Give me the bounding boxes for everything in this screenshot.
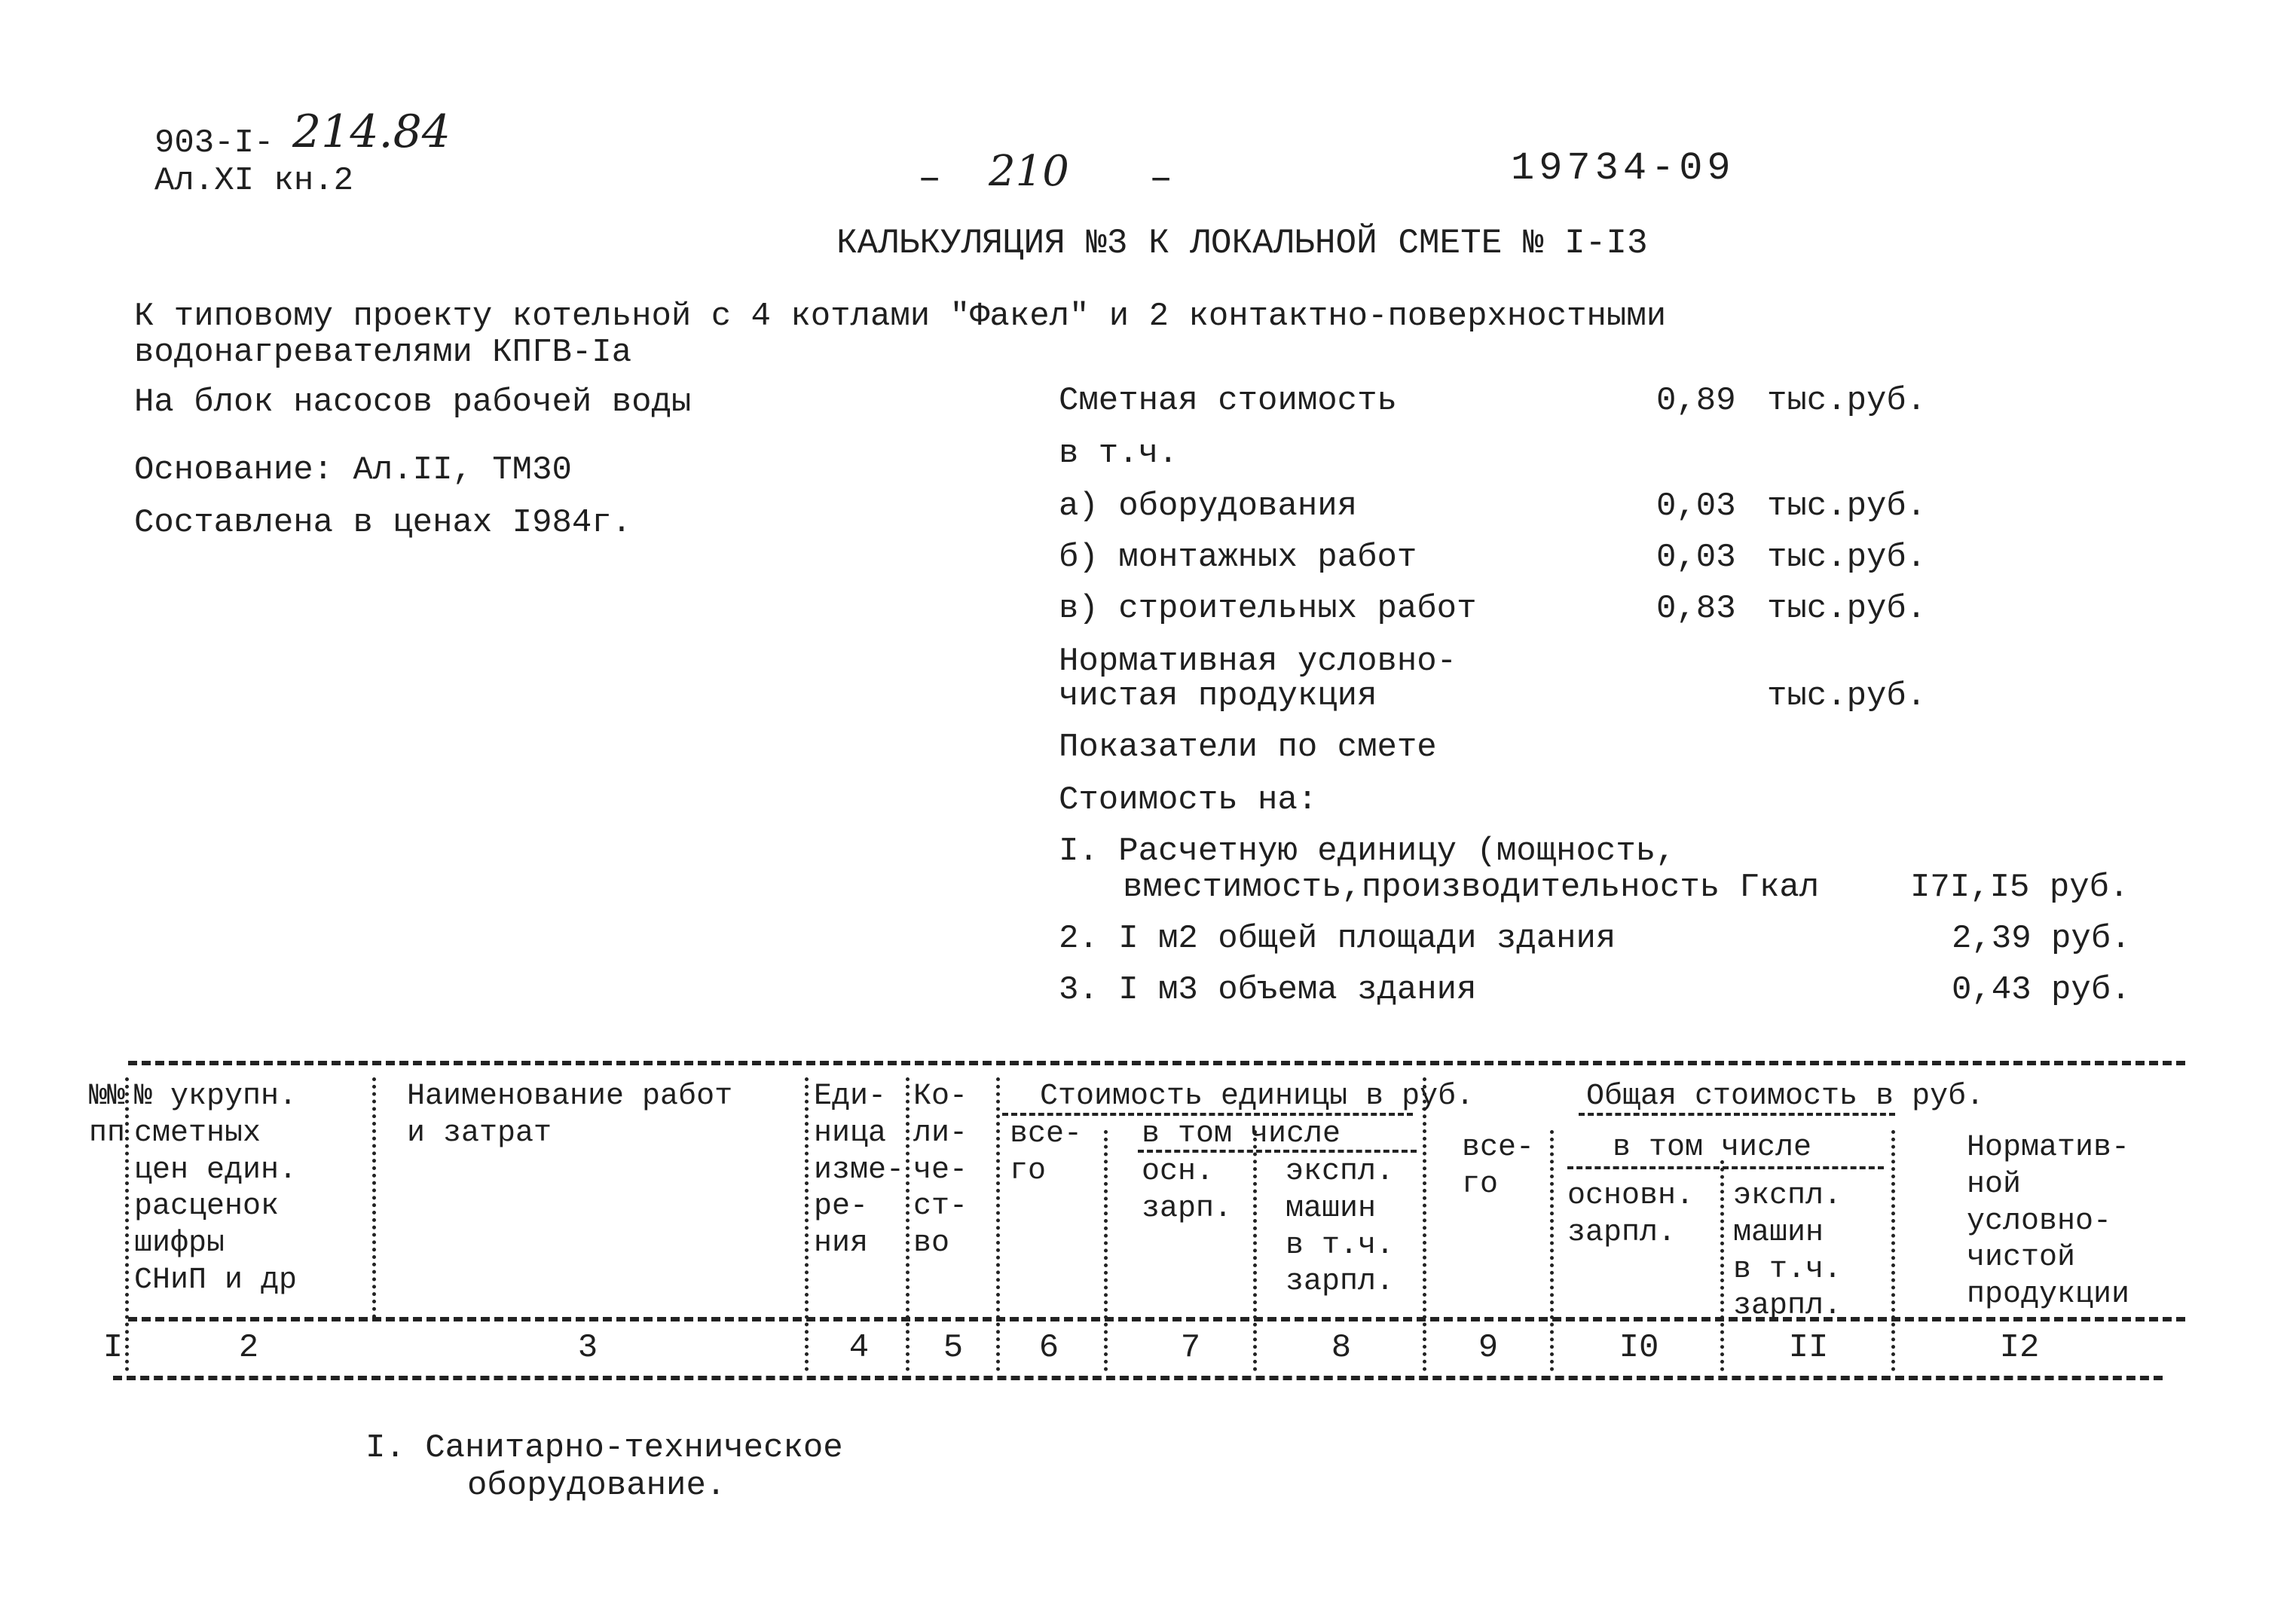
construction-unit: тыс.руб. [1767,590,1927,628]
page-number: 210 [989,147,1069,196]
col-sep-6 [1104,1130,1108,1371]
col-sep-7 [1253,1130,1257,1371]
col-sep-1 [125,1077,129,1371]
col-header-9: все- го [1462,1131,1535,1202]
stamp-number: 19734-09 [1511,146,1735,191]
item1-line2: вместимость,производительность Гкал [1123,869,1820,906]
construction-label: в) строительных работ [1059,590,1477,628]
col-sep-10 [1720,1160,1724,1371]
total-cost-incl-title: в том числе [1613,1131,1812,1165]
project-line-2: водонагревателями КПГВ-Iа [134,334,632,371]
project-line-1: К типовому проекту котельной с 4 котлами "Факел" и 2 контактно-поверхностными [134,298,1667,335]
col-header-7: осн. зарп. [1142,1155,1233,1226]
doc-album: Ал.XI кн.2 [154,162,354,200]
col-header-8: экспл. машин в т.ч. зарпл. [1286,1155,1395,1300]
col-sep-9 [1550,1130,1554,1371]
page-title: КАЛЬКУЛЯЦИЯ №3 К ЛОКАЛЬНОЙ СМЕТЕ № I-I3 [836,224,1648,263]
total-cost-label: Сметная стоимость [1059,382,1397,420]
item3-label: 3. I м3 объема здания [1059,971,1477,1009]
col-header-12: Норматив- ной условно- чистой продукции [1967,1131,2130,1312]
including-label: в т.ч. [1059,435,1179,472]
col-number-6: 6 [1038,1329,1059,1367]
table-header-rule [128,1317,2185,1321]
construction-value: 0,83 [1656,590,1736,628]
section-title-line-1: I. Санитарно-техническое [365,1429,843,1467]
col-header-5: Ко- ли- че- ст- во [913,1080,968,1261]
table-top-rule [128,1061,2185,1065]
basis: Основание: Ал.II, ТМ30 [134,451,572,489]
install-value: 0,03 [1656,539,1736,576]
col-number-10: I0 [1619,1329,1659,1367]
section-title-line-2: оборудование. [467,1467,726,1505]
page-number-dash-left: – [918,157,942,201]
indicators-label: Показатели по смете [1059,729,1437,766]
col-header-6: все- го [1010,1117,1083,1188]
col-number-11: II [1788,1329,1829,1367]
normative-label-1: Нормативная условно- [1059,643,1457,680]
price-year: Составлена в ценах I984г. [134,504,632,542]
col-number-3: 3 [577,1329,598,1367]
item1-line1: I. Расчетную единицу (мощность, [1059,833,1676,870]
install-label: б) монтажных работ [1059,539,1417,576]
doc-series: 903-I- [154,124,274,162]
total-cost-value: 0,89 [1656,382,1736,420]
unit-cost-group-title: Стоимость единицы в руб. [1040,1080,1475,1114]
col-number-8: 8 [1331,1329,1352,1367]
item3-value: 0,43 руб. [1952,971,2131,1009]
equipment-unit: тыс.руб. [1767,487,1927,525]
col-header-10: основн. зарпл. [1567,1179,1695,1250]
cost-per-label: Стоимость на: [1059,781,1318,819]
total-cost-unit: тыс.руб. [1767,382,1927,420]
col-sep-3 [805,1077,809,1371]
total-cost-group-title: Общая стоимость в руб. [1586,1080,1985,1114]
unit-cost-incl-title: в том числе [1142,1117,1341,1151]
item1-value: I7I,I5 руб. [1910,869,2129,906]
col-number-5: 5 [943,1329,964,1367]
col-number-1: I [102,1329,124,1367]
col-sep-11 [1891,1130,1895,1371]
item2-label: 2. I м2 общей площади здания [1059,920,1616,958]
col-number-12: I2 [1999,1329,2040,1367]
col-number-2: 2 [238,1329,259,1367]
col-number-7: 7 [1180,1329,1201,1367]
col-number-9: 9 [1478,1329,1499,1367]
col-sep-4 [906,1077,910,1371]
install-unit: тыс.руб. [1767,539,1927,576]
equipment-label: а) оборудования [1059,487,1358,525]
col-number-4: 4 [848,1329,870,1367]
col-sep-2 [372,1077,376,1318]
doc-number-handwritten: 214.84 [292,105,451,158]
normative-unit: тыс.руб. [1767,677,1927,715]
normative-label-2: чистая продукция [1059,677,1377,715]
item2-value: 2,39 руб. [1952,920,2131,958]
equipment-value: 0,03 [1656,487,1736,525]
col-header-2: № укрупн. сметных цен един. расценок шифры СНиП и др [134,1080,298,1297]
object-name: На блок насосов рабочей воды [134,383,692,421]
col-header-4: Еди- ница изме- ре- ния [814,1080,905,1261]
page-number-dash-right: – [1149,157,1173,201]
col-header-3: Наименование работ и затрат [407,1080,733,1150]
col-header-1: №№ пп [89,1080,126,1150]
col-header-11: экспл. машин в т.ч. зарпл. [1733,1179,1842,1324]
table-bottom-rule [113,1376,2163,1380]
col-sep-8 [1423,1077,1426,1371]
col-sep-5 [996,1077,1000,1371]
